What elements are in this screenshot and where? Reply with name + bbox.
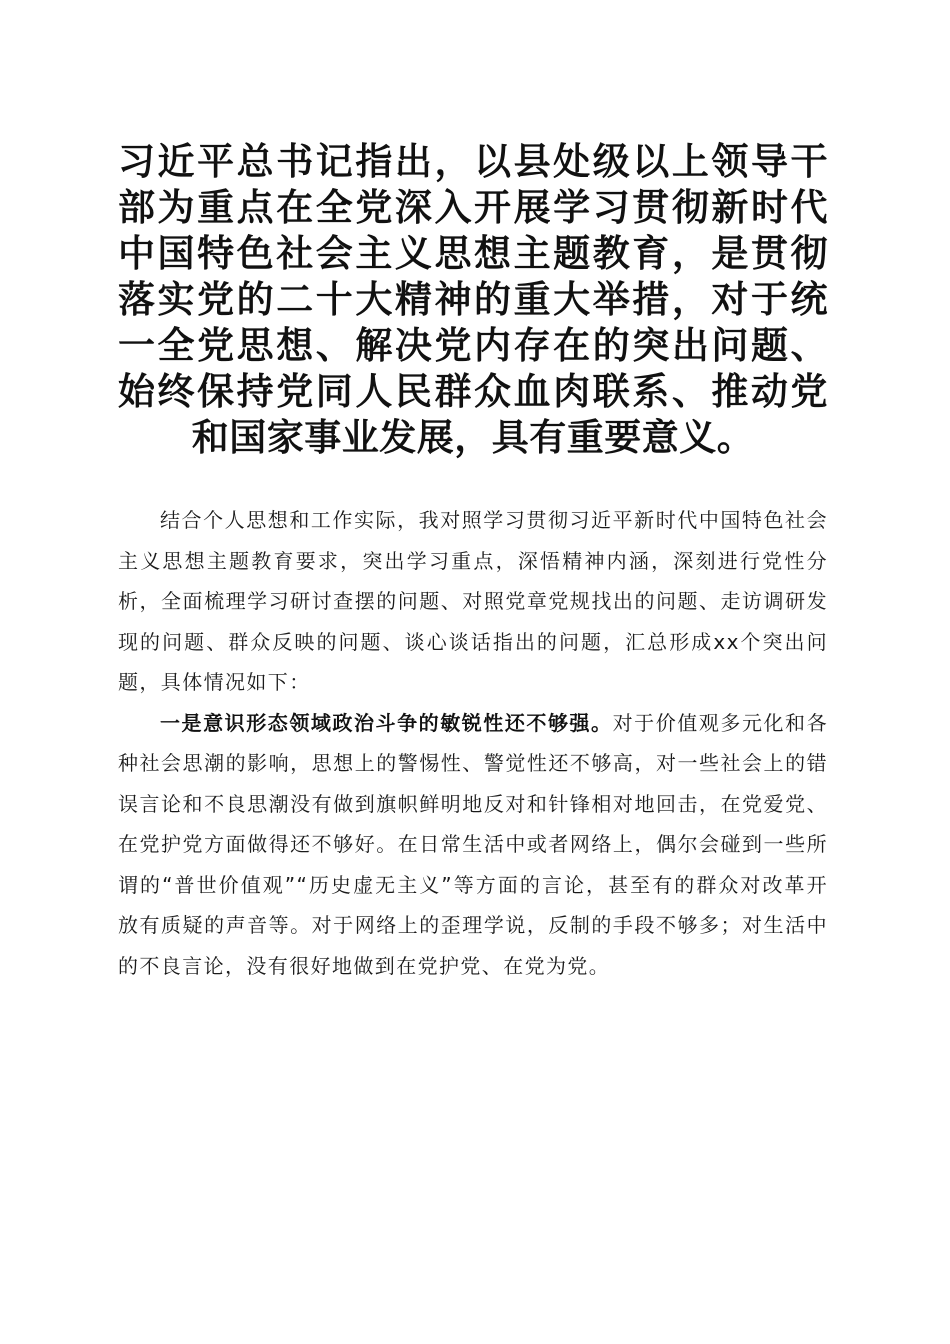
problem-1-lead: 一是意识形态领域政治斗争的敏锐性还不够强。 bbox=[160, 710, 613, 735]
document-body bbox=[118, 500, 828, 986]
document-title: 习近平总书记指出，以县处级以上领导干部为重点在全党深入开展学习贯彻新时代中国特色社会主义思想主题教育，是贯彻落实党的二十大精神的重大举措，对于统一全党思想、解决党内存在的突出问题、始终保持党同人民群众血肉联系、推动党和国家事业发展，具有重要意义。 bbox=[118, 139, 828, 459]
problem-paragraph-1 bbox=[118, 703, 828, 987]
problem-1-text: 对于价值观多元化和各种社会思潮的影响，思想上的警惕性、警觉性还不够高，对一些社会上的错误言论和不良思潮没有做到旗帜鲜明地反对和针锋相对地回击，在党爱党、在党护党方面做得还不够好。在日常生活中或者网络上，偶尔会碰到一些所谓的“普世价值观”“历史虚无主义”等方面的言论，甚至有的群众对改革开放有质疑的声音等。对于网络上的歪理学说，反制的手段不够多；对生活中的不良言论，没有很好地做到在党护党、在党为党。 bbox=[118, 710, 829, 978]
intro-paragraph bbox=[118, 500, 828, 703]
intro-paragraph-text: 结合个人思想和工作实际，我对照学习贯彻习近平新时代中国特色社会主义思想主题教育要求，突出学习重点，深悟精神内涵，深刻进行党性分析，全面梳理学习研讨查摆的问题、对照党章党规找出的问题、走访调研发现的问题、群众反映的问题、谈心谈话指出的问题，汇总形成xx个突出问题，具体情况如下： bbox=[118, 508, 828, 694]
